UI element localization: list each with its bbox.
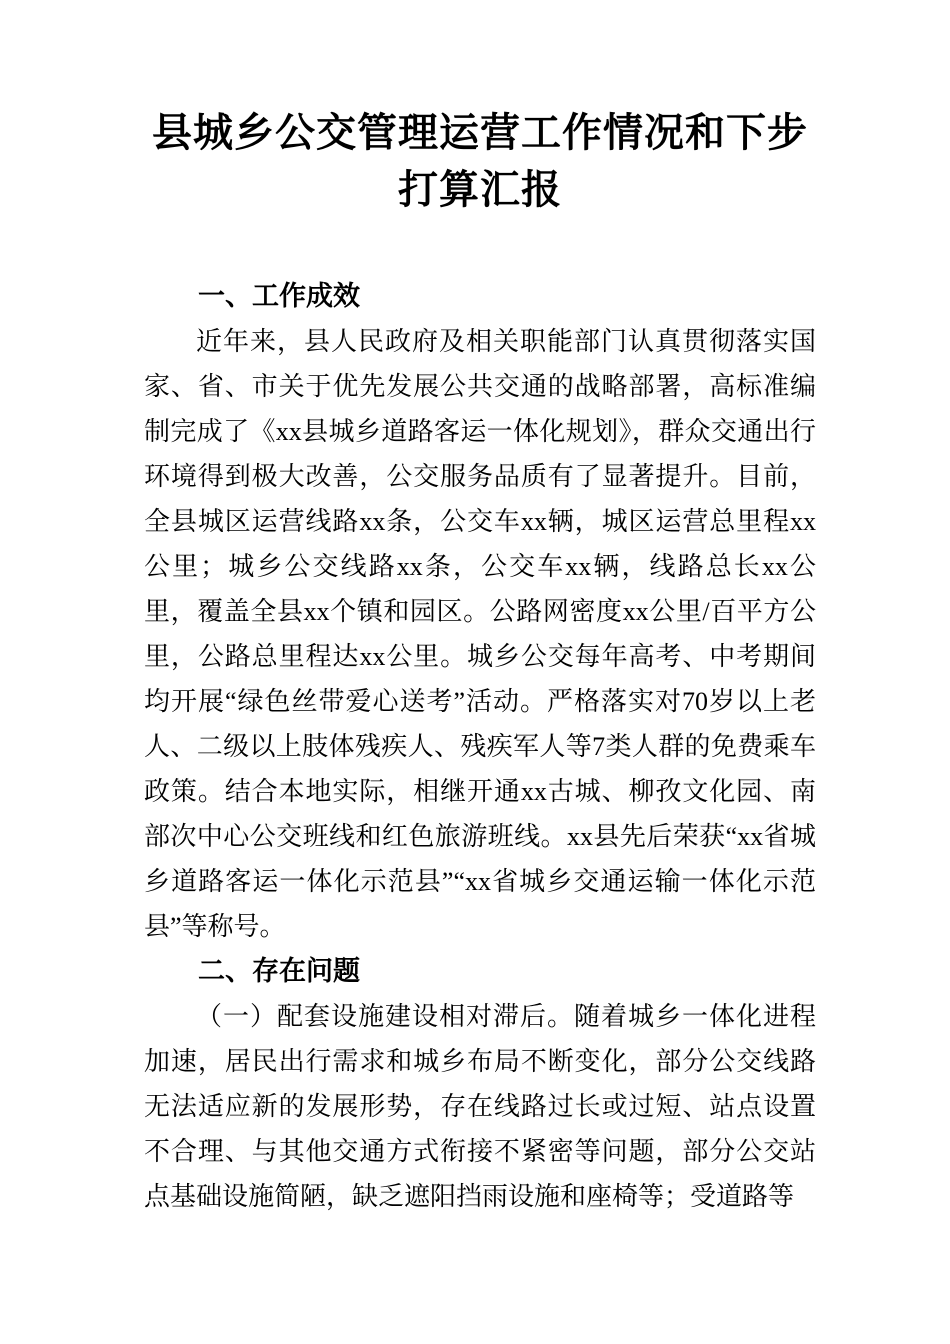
section-heading-existing-problems: 二、存在问题	[198, 956, 360, 986]
document-title: 县城乡公交管理运营工作情况和下步打算汇报	[152, 110, 808, 212]
section-heading-work-results: 一、工作成效	[198, 281, 360, 311]
paragraph-work-results: 近年来，县人民政府及相关职能部门认真贯彻落实国家、省、市关于优先发展公共交通的战略部署，高标准编制完成了《xx县城乡道路客运一体化规划》，群众交通出行环境得到极大改善，公交服务品质有了显著提升。目前，全县城区运营线路xx条，公交车xx辆，城区运营总里程xx公里；城乡公交线路xx条，公交车xx辆，线路总长xx公里，覆盖全县xx个镇和园区。公路网密度xx公里/百平方公里，公路总里程达xx公里。城乡公交每年高考、中考期间均开展“绿色丝带爱心送考”活动。严格落实对70岁以上老人、二级以上肢体残疾人、残疾军人等7类人群的免费乘车政策。结合本地实际，相继开通xx古城、柳孜文化园、南部次中心公交班线和红色旅游班线。xx县先后荣获“xx省城乡道路客运一体化示范县”“xx省城乡交通运输一体化示范县”等称号。	[144, 327, 816, 941]
document-body	[144, 274, 816, 1219]
paragraph-existing-problems: （一）配套设施建设相对滞后。随着城乡一体化进程加速，居民出行需求和城乡布局不断变化，部分公交线路无法适应新的发展形势，存在线路过长或过短、站点设置不合理、与其他交通方式衔接不紧密等问题，部分公交站点基础设施简陋，缺乏遮阳挡雨设施和座椅等；受道路等	[144, 1002, 816, 1211]
